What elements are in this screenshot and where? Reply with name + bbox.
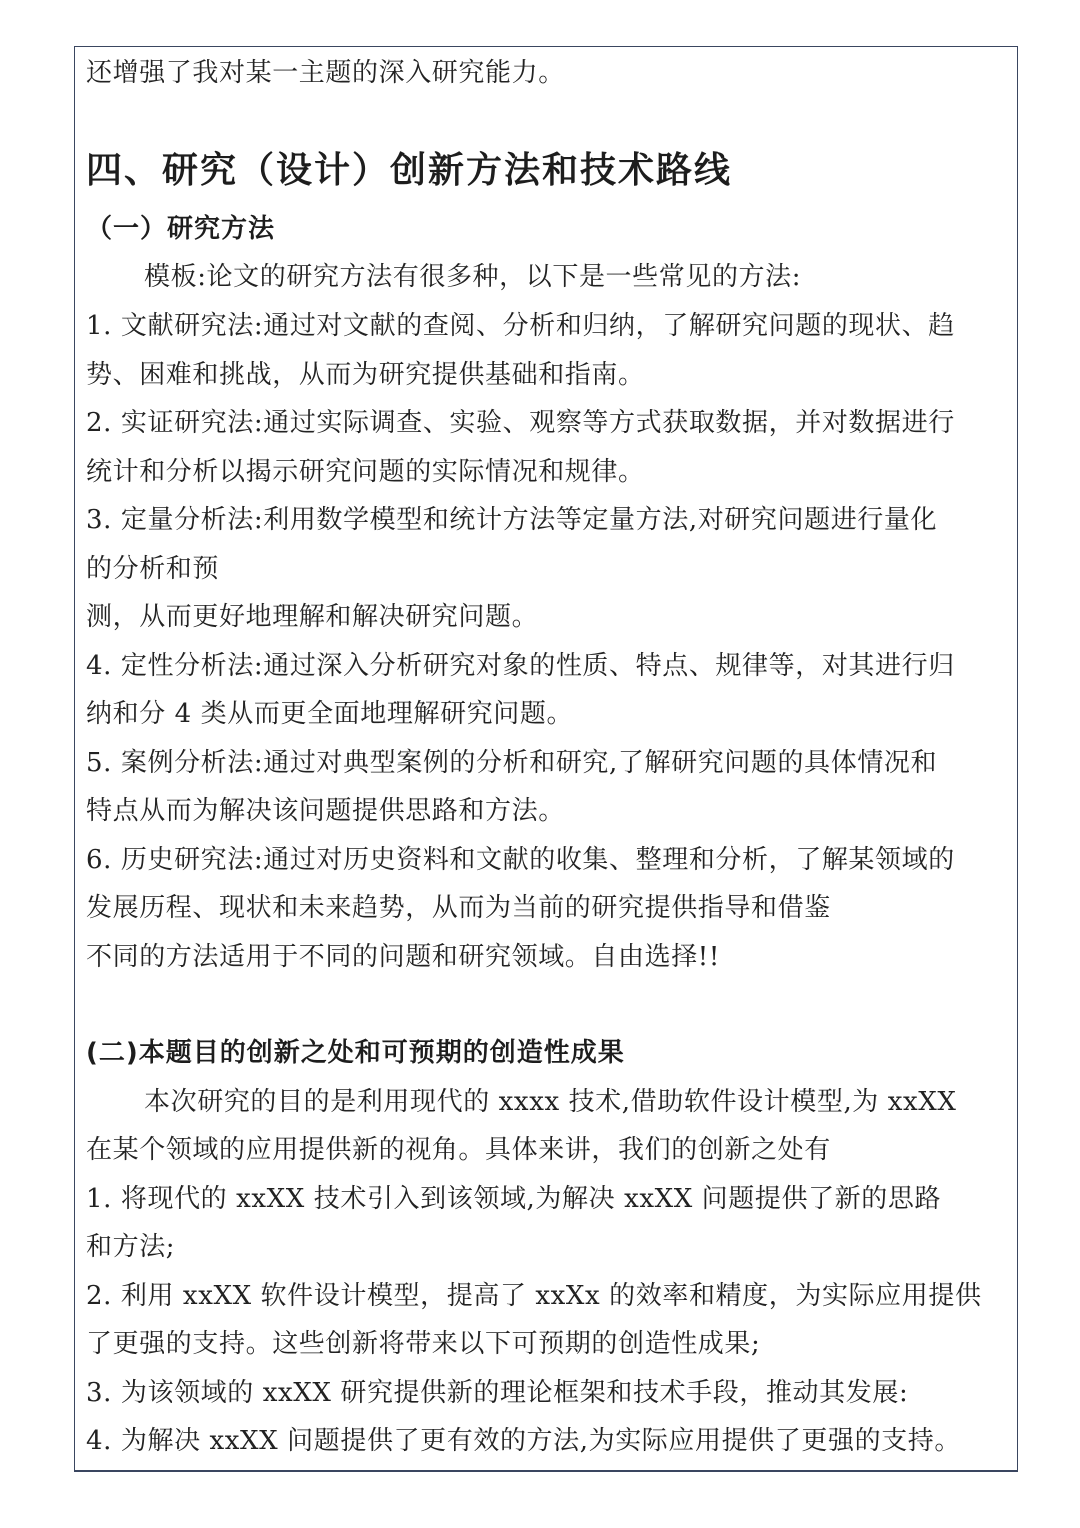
methods-line: 发展历程、现状和未来趋势，从而为当前的研究提供指导和借鉴 [86, 893, 831, 923]
methods-line: 5. 案例分析法:通过对典型案例的分析和研究,了解研究问题的具体情况和 [86, 748, 938, 778]
methods-lead-paragraph: 模板:论文的研究方法有很多种，以下是一些常见的方法: [144, 262, 802, 292]
innovation-line: 2. 利用 xxXX 软件设计模型，提高了 xxXx 的效率和精度，为实际应用提供 [86, 1281, 982, 1311]
innovation-line: 4. 为解决 xxXX 问题提供了更有效的方法,为实际应用提供了更强的支持。 [86, 1426, 962, 1456]
methods-line: 3. 定量分析法:利用数学模型和统计方法等定量方法,对研究问题进行量化 [86, 505, 938, 535]
methods-line: 纳和分 4 类从而更全面地理解研究问题。 [86, 699, 574, 729]
methods-line: 测，从而更好地理解和解决研究问题。 [86, 602, 539, 632]
subsection-title-innovation: (二)本题目的创新之处和可预期的创造性成果 [86, 1038, 625, 1068]
methods-line: 6. 历史研究法:通过对历史资料和文献的收集、整理和分析，了解某领域的 [86, 845, 955, 875]
innovation-line: 1. 将现代的 xxXX 技术引入到该领域,为解决 xxXX 问题提供了新的思路 [86, 1184, 942, 1214]
methods-line: 特点从而为解决该问题提供思路和方法。 [86, 796, 565, 826]
innovation-line: 了更强的支持。这些创新将带来以下可预期的创造性成果; [86, 1329, 761, 1359]
intro-tail-text: 还增强了我对某一主题的深入研究能力。 [86, 58, 565, 88]
section-title: 四、研究（设计）创新方法和技术路线 [86, 150, 733, 191]
methods-line: 2. 实证研究法:通过实际调查、实验、观察等方式获取数据，并对数据进行 [86, 408, 955, 438]
innovation-line: 3. 为该领域的 xxXX 研究提供新的理论框架和技术手段，推动其发展: [86, 1378, 909, 1408]
methods-line: 1. 文献研究法:通过对文献的查阅、分析和归纳，了解研究问题的现状、趋 [86, 311, 955, 341]
methods-line: 的分析和预 [86, 554, 220, 584]
subsection-title-methods: （一）研究方法 [86, 214, 276, 244]
innovation-lead-paragraph: 本次研究的目的是利用现代的 xxxx 技术,借助软件设计模型,为 xxXX [144, 1087, 957, 1117]
innovation-line: 在某个领域的应用提供新的视角。具体来讲，我们的创新之处有 [86, 1135, 831, 1165]
innovation-line: 和方法; [86, 1232, 176, 1262]
methods-line: 统计和分析以揭示研究问题的实际情况和规律。 [86, 457, 645, 487]
methods-line: 4. 定性分析法:通过深入分析研究对象的性质、特点、规律等，对其进行归 [86, 651, 955, 681]
methods-line: 势、困难和挑战，从而为研究提供基础和指南。 [86, 360, 645, 390]
methods-line: 不同的方法适用于不同的问题和研究领域。自由选择!! [86, 942, 720, 972]
